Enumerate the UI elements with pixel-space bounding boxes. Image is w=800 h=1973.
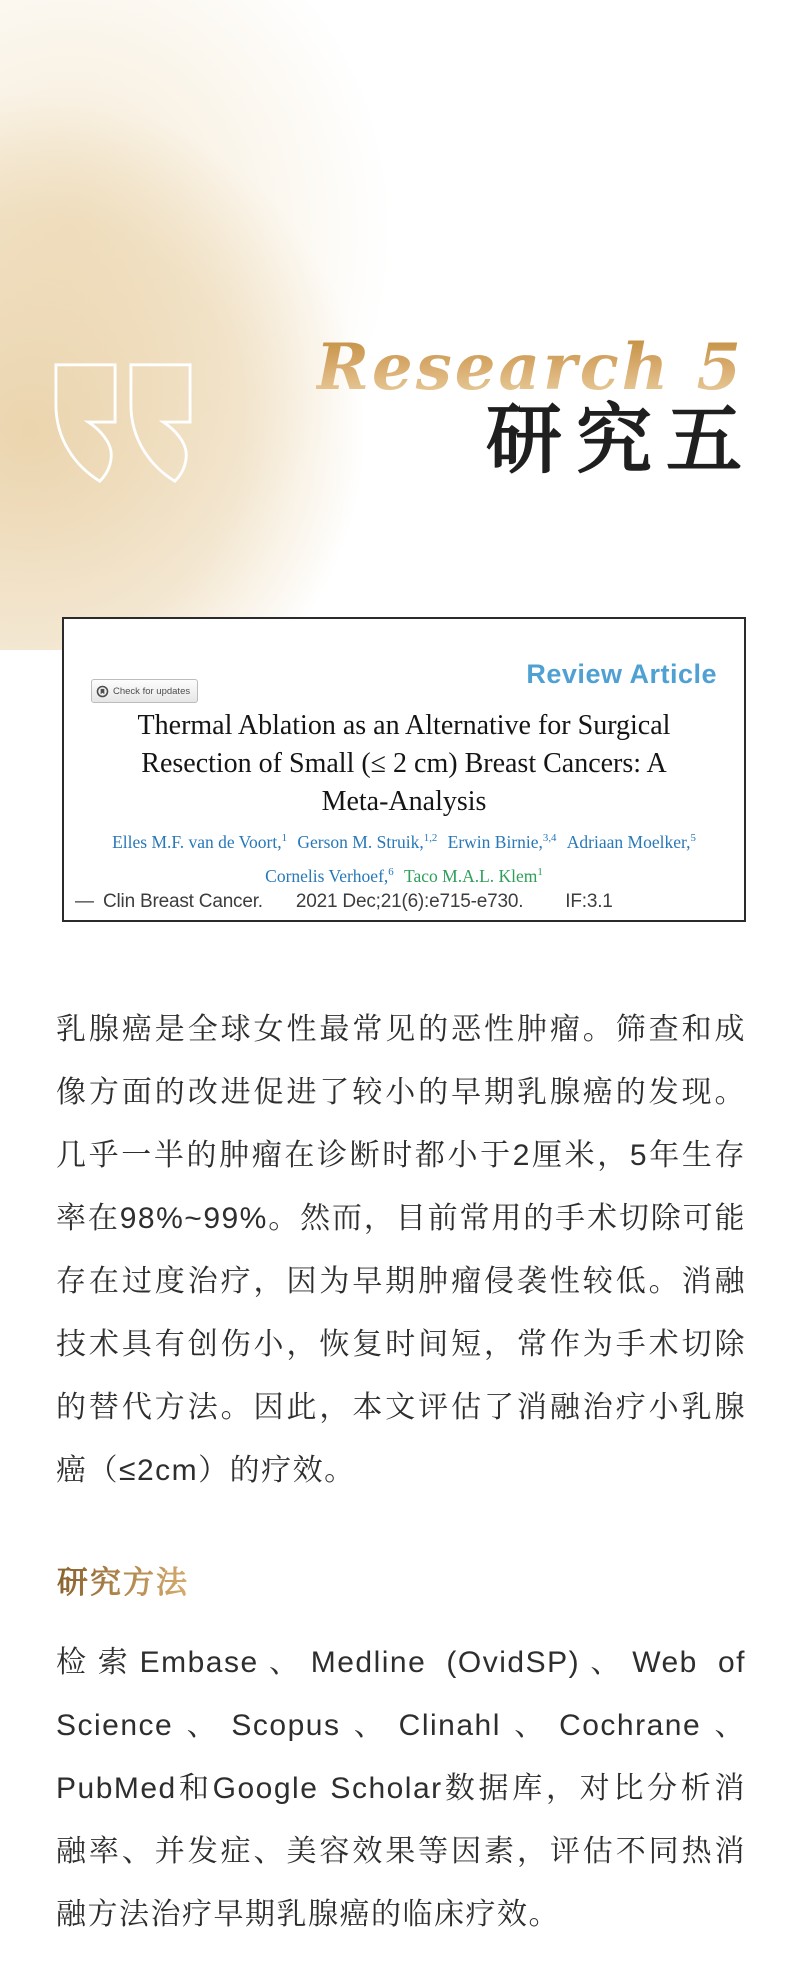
hero-script-title: Research 5: [315, 330, 744, 405]
paper-title-line2: Resection of Small (≤ 2 cm) Breast Cancers: A: [141, 748, 667, 779]
article-type-label: Review Article: [526, 659, 717, 689]
quote-mark-left-icon: [52, 361, 119, 485]
crossmark-icon: [96, 685, 109, 698]
author-name: Cornelis Verhoef,$^6$: [265, 865, 394, 886]
journal-name: Clin Breast Cancer.: [103, 891, 263, 912]
paper-title: [84, 707, 724, 821]
double-quote-icon: [52, 361, 196, 485]
author-name: Erwin Birnie,$^{3,4}$: [447, 831, 557, 852]
hero-chinese-title: 研究五: [486, 395, 756, 484]
paper-title-line1: Thermal Ablation as an Alternative for Surgical: [137, 710, 671, 741]
authors-line1: [74, 823, 734, 857]
hero-section: [0, 0, 800, 650]
citation-date-volume: 2021 Dec;21(6):e715-e730.: [295, 891, 524, 912]
author-name: Elles M.F. van de Voort,$^1$: [112, 831, 288, 852]
author-name: Taco M.A.L. Klem$^1$: [404, 865, 543, 886]
impact-factor: IF:3.1: [565, 891, 613, 912]
intro-paragraph: 乳腺癌是全球女性最常见的恶性肿瘤。筛查和成像方面的改进促进了较小的早期乳腺癌的发现。几乎一半的肿瘤在诊断时都小于2厘米，5年生存率在98%~99%。然而，目前常用的手术切除可能存在过度治疗，因为早期肿瘤侵袭性较低。消融技术具有创伤小，恢复时间短，常作为手术切除的替代方法。因此，本文评估了消融治疗小乳腺癌（≤2cm）的疗效。: [56, 1013, 746, 1487]
citation-dash: —: [75, 891, 94, 912]
author-name: Adriaan Moelker,$^5$: [566, 831, 696, 852]
author-name: Gerson M. Struik,$^{1,2}$: [297, 831, 438, 852]
check-for-updates-button[interactable]: [91, 679, 198, 703]
quote-mark-right-icon: [127, 361, 194, 485]
journal-citation: [75, 891, 613, 913]
methods-section-heading: 研究方法: [57, 1565, 189, 1601]
authors-line2: [74, 857, 734, 891]
paper-title-line3: Meta-Analysis: [321, 786, 487, 817]
methods-paragraph: 检索Embase、Medline (OvidSP)、Web of Science、Scopus、Clinahl、Cochrane、PubMed和Google Scholar数据库，对比分析消融率、并发症、美容效果等因素，评估不同热消融方法治疗早期乳腺癌的临床疗效。: [56, 1646, 746, 1931]
paper-authors: [74, 823, 734, 891]
paper-card: [62, 617, 746, 922]
check-for-updates-label: Check for updates: [113, 685, 191, 697]
